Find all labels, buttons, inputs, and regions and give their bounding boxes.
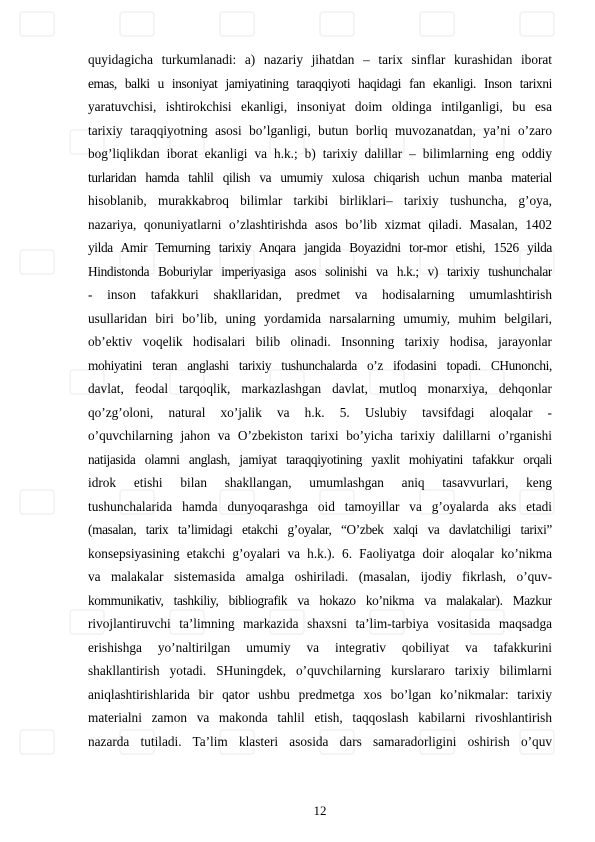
text-line: materialni zamon va makonda tahlil etish, taqqoslash kabilarni rivoshlantirish	[88, 710, 552, 725]
text-line: kommunikativ, tashkiliy, bibliografik va hokazo ko’nikma va malakalar). Mazkur	[88, 592, 552, 608]
text-line: (masalan, tarix ta’limidagi etakchi g’oyalar, “O’zbek xalqi va davlatchiligi tarixi”	[88, 522, 552, 537]
text-line: shakllantirish yotadi. SHuningdek, o’quvchilarning kurslararo tarixiy bilimlarni	[88, 663, 552, 678]
text-line: yaratuvchisi, ishtirokchisi ekanligi, insoniyat doim oldinga intilganligi, bu esa	[88, 99, 552, 114]
text-line: turlaridan hamda tahlil qilish va umumiy xulosa chiqarish uchun manba material	[88, 169, 552, 185]
text-line: aniqlashtirishlarida bir qator ushbu predmetga xos bo’lgan ko’nikmalar: tarixiy	[88, 686, 552, 702]
text-line: emas, balki u insoniyat jamiyatining taraqqiyoti haqidagi fan ekanligi. Inson tarixni	[88, 75, 552, 91]
text-line: rivojlantiruvchi ta’limning markazida shaxsni ta’lim-tarbiya vositasida maqsadga	[88, 616, 552, 631]
text-line: natijasida olamni anglash, jamiyat taraqqiyotining yaxlit mohiyatini tafakkur orqali	[88, 451, 552, 467]
text-line: Hindistonda Boburiylar imperiyasiga asos solinishi va h.k.; v) tarixiy tushunchalar	[88, 263, 552, 279]
text-line: usullaridan biri bo’lib, uning yordamida narsalarning umumiy, muhim belgilari,	[88, 310, 552, 326]
text-line: mohiyatini teran anglashi tarixiy tushunchalarda o’z ifodasini topadi. CHunonchi,	[88, 357, 552, 373]
text-line: erishishga yo’naltirilgan umumiy va integrativ qobiliyat va tafakkurini	[88, 639, 552, 655]
text-line: konsepsiyasining etakchi g’oyalari va h.k.). 6. Faoliyatga doir aloqalar ko’nikma	[88, 545, 552, 561]
text-line: tushunchalarida hamda dunyoqarashga oid tamoyillar va g’oyalarda aks etadi	[88, 498, 552, 514]
text-line: quyidagicha turkumlanadi: a) nazariy jihatdan – tarix sinflar kurashidan iborat	[88, 52, 552, 67]
text-line: idrok etishi bilan shakllangan, umumlashgan aniq tasavvurlari, keng	[88, 475, 552, 490]
body-paragraph	[88, 48, 552, 753]
text-line: va malakalar sistemasida amalga oshiriladi. (masalan, ijodiy fikrlash, o’quv-	[88, 569, 552, 584]
text-line: o’quvchilarning jahon va O’zbekiston tarixi bo’yicha tarixiy dalillarni o’rganishi	[88, 428, 552, 443]
text-line: qo’zg’oloni, natural xo’jalik va h.k. 5. Uslubiy tavsifdagi aloqalar -	[88, 404, 552, 420]
text-line: tarixiy taraqqiyotning asosi bo’lganligi, butun borliq muvozanatdan, ya’ni o’zaro	[88, 122, 552, 138]
text-line: yilda Amir Temurning tarixiy Anqara jangida Boyazidni tor-mor etishi, 1526 yilda	[88, 240, 552, 255]
text-line: - inson tafakkuri shakllaridan, predmet va hodisalarning umumlashtirish	[88, 287, 552, 302]
text-line: bog’liqlikdan iborat ekanligi va h.k.; b) tarixiy dalillar – bilimlarning eng oddiy	[88, 146, 552, 161]
text-line: davlat, feodal tarqoqlik, markazlashgan davlat, mutloq monarxiya, dehqonlar	[88, 381, 552, 396]
text-line: nazariya, qonuniyatlarni o’zlashtirishda asos bo’lib xizmat qiladi. Masalan, 1402	[88, 216, 552, 232]
text-line: ob’ektiv voqelik hodisalari bilib olinadi. Insonning tarixiy hodisa, jarayonlar	[88, 334, 552, 349]
text-line: hisoblanib, murakkabroq bilimlar tarkibi birliklari– tarixiy tushuncha, g’oya,	[88, 193, 552, 208]
page-number: 12	[313, 803, 327, 818]
text-line: nazarda tutiladi. Ta’lim klasteri asosida dars samaradorligini oshirish o’quv	[88, 733, 552, 749]
